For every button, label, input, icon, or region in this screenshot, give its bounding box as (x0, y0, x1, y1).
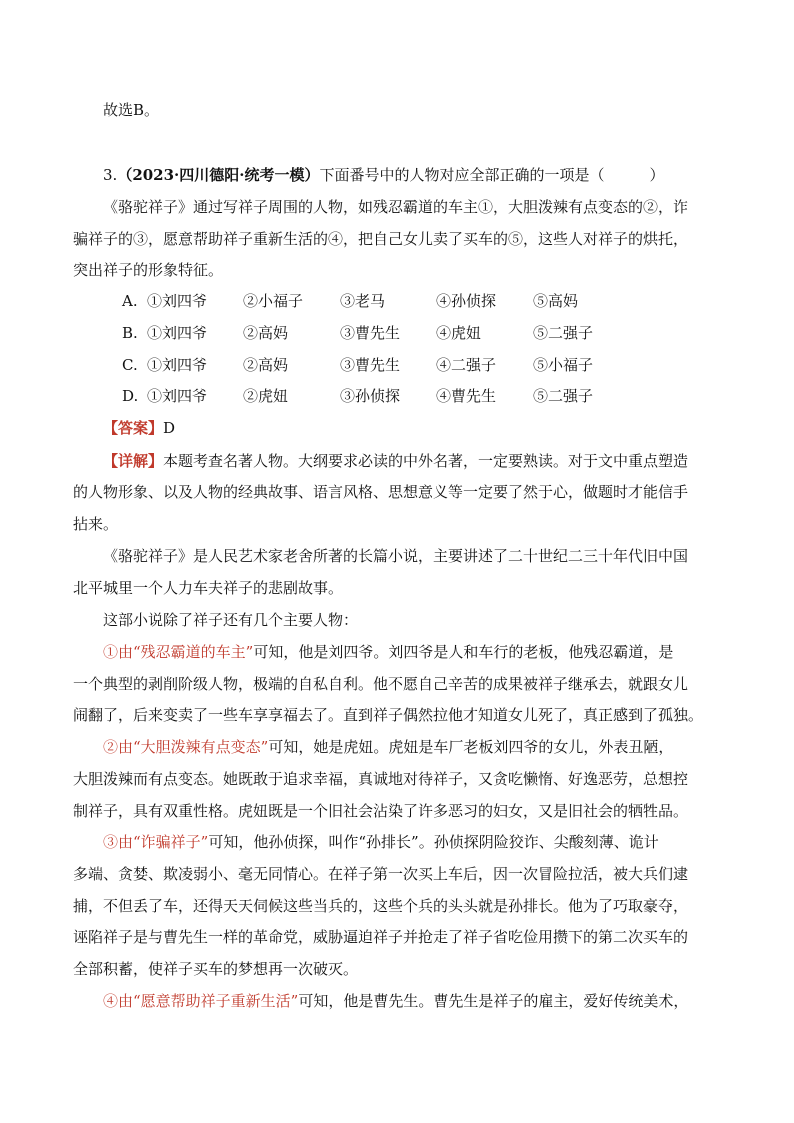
intro-line-1: 《骆驼祥子》是人民艺术家老舍所著的长篇小说，主要讲述了二十世纪二三十年代旧中国 (103, 547, 689, 565)
option-item: ③老马 (340, 292, 386, 310)
option-item: ④曹先生 (436, 387, 497, 405)
option-item: ③曹先生 (340, 356, 401, 374)
passage-line-1: 《骆驼祥子》通过写祥子周围的人物，如残忍霸道的车主①，大胆泼辣有点变态的②，诈 (103, 198, 689, 216)
paragraph-conclusion: 故选B。 (103, 101, 160, 119)
intro-line-3: 这部小说除了祥子还有几个主要人物： (103, 611, 359, 629)
option-item: ①刘四爷 (147, 292, 208, 310)
option-item: ②小福子 (243, 292, 304, 310)
option-label: A. (122, 292, 138, 310)
option-item: ②高妈 (243, 324, 289, 342)
answer-line (103, 418, 723, 438)
character-4-rest: 可知，他是曹先生。曹先生是祥子的雇主，爱好传统美术， (298, 992, 689, 1010)
character-1-line-1 (103, 642, 723, 662)
character-2-rest: 可知，她是虎妞。虎妞是车厂老板刘四爷的女儿，外表丑陋， (268, 738, 674, 756)
option-item: ③曹先生 (340, 324, 401, 342)
question-stem: 下面番号中的人物对应全部正确的一项是（ ） (319, 166, 665, 184)
option-label: C. (122, 356, 138, 374)
answer-tag: 【答案】 (103, 419, 164, 437)
question-heading (103, 165, 723, 185)
option-item: ①刘四爷 (147, 387, 208, 405)
character-3-line-4: 诬陷祥子是与曹先生一样的革命党，威胁逼迫祥子并抢走了祥子省吃俭用攒下的第二次买车的 (73, 928, 689, 946)
detail-line-2: 的人物形象、以及人物的经典故事、语言风格、思想意义等一定要了然于心，做题时才能信手 (73, 483, 689, 501)
option-item: ⑤二强子 (533, 324, 594, 342)
question-source: （2023·四川德阳·统考一模） (117, 166, 320, 184)
option-item: ②虎妞 (243, 387, 289, 405)
option-item: ①刘四爷 (147, 356, 208, 374)
character-3-line-2: 多端、贪婪、欺凌弱小、毫无同情心。在祥子第一次买上车后，因一次冒险拉活，被大兵们逮 (73, 865, 689, 883)
option-item: ④虎妞 (436, 324, 482, 342)
intro-line-2: 北平城里一个人力车夫祥子的悲剧故事。 (73, 579, 344, 597)
answer-value: D (163, 419, 176, 437)
character-3-line-1 (103, 832, 723, 852)
character-2-line-2: 大胆泼辣而有点变态。她既敢于追求幸福，真诚地对待祥子，又贪吃懒惰、好逸恶劳，总想控 (73, 770, 689, 788)
character-1-quote: “残忍霸道的车主” (133, 643, 254, 661)
option-item: ④孙侦探 (436, 292, 497, 310)
question-number: 3. (103, 166, 118, 184)
character-4-quote: “愿意帮助祥子重新生活” (133, 992, 299, 1010)
character-2-quote: “大胆泼辣有点变态” (133, 738, 269, 756)
detail-line-3: 拈来。 (73, 515, 119, 533)
passage-line-3: 突出祥子的形象特征。 (73, 261, 224, 279)
character-1-rest: 可知，他是刘四爷。刘四爷是人和车行的老板，他残忍霸道，是 (253, 643, 674, 661)
character-1-line-2: 一个典型的剥削阶级人物，极端的自私自利。他不愿自己辛苦的成果被祥子继承去，就跟女儿 (73, 675, 689, 693)
character-3-line-5: 全部积蓄，使祥子买车的梦想再一次破灭。 (73, 960, 359, 978)
option-item: ⑤高妈 (533, 292, 579, 310)
character-2-line-3: 制祥子，具有双重性格。虎妞既是一个旧社会沾染了许多恶习的妇女，又是旧社会的牺牲品。 (73, 802, 689, 820)
detail-line-1 (103, 451, 723, 471)
character-4-prefix: ④由 (103, 992, 134, 1010)
character-2-line-1 (103, 737, 723, 757)
detail-text: 本题考查名著人物。大纲要求必读的中外名著，一定要熟读。对于文中重点塑造 (163, 452, 689, 470)
option-label: B. (122, 324, 138, 342)
option-item: ②高妈 (243, 356, 289, 374)
character-3-prefix: ③由 (103, 833, 134, 851)
character-3-rest: 可知，他孙侦探，叫作“孙排长”。孙侦探阴险狡诈、尖酸刻薄、诡计 (208, 833, 659, 851)
option-item: ①刘四爷 (147, 324, 208, 342)
option-item: ⑤小福子 (533, 356, 594, 374)
character-2-prefix: ②由 (103, 738, 134, 756)
passage-line-2: 骗祥子的③，愿意帮助祥子重新生活的④，把自己女儿卖了买车的⑤，这些人对祥子的烘托， (73, 230, 689, 248)
character-3-quote: “诈骗祥子” (133, 833, 209, 851)
character-4-line-1 (103, 991, 723, 1011)
option-item: ④二强子 (436, 356, 497, 374)
option-item: ⑤二强子 (533, 387, 594, 405)
option-item: ③孙侦探 (340, 387, 401, 405)
character-3-line-3: 捕，不但丢了车，还得天天伺候这些当兵的，这些个兵的头头就是孙排长。他为了巧取豪夺， (73, 897, 689, 915)
character-1-prefix: ①由 (103, 643, 134, 661)
character-1-line-3: 闹翻了，后来变卖了一些车享享福去了。直到祥子偶然拉他才知道女儿死了，真正感到了孤独。 (73, 706, 704, 724)
option-label: D. (122, 387, 139, 405)
detail-tag: 【详解】 (103, 452, 164, 470)
